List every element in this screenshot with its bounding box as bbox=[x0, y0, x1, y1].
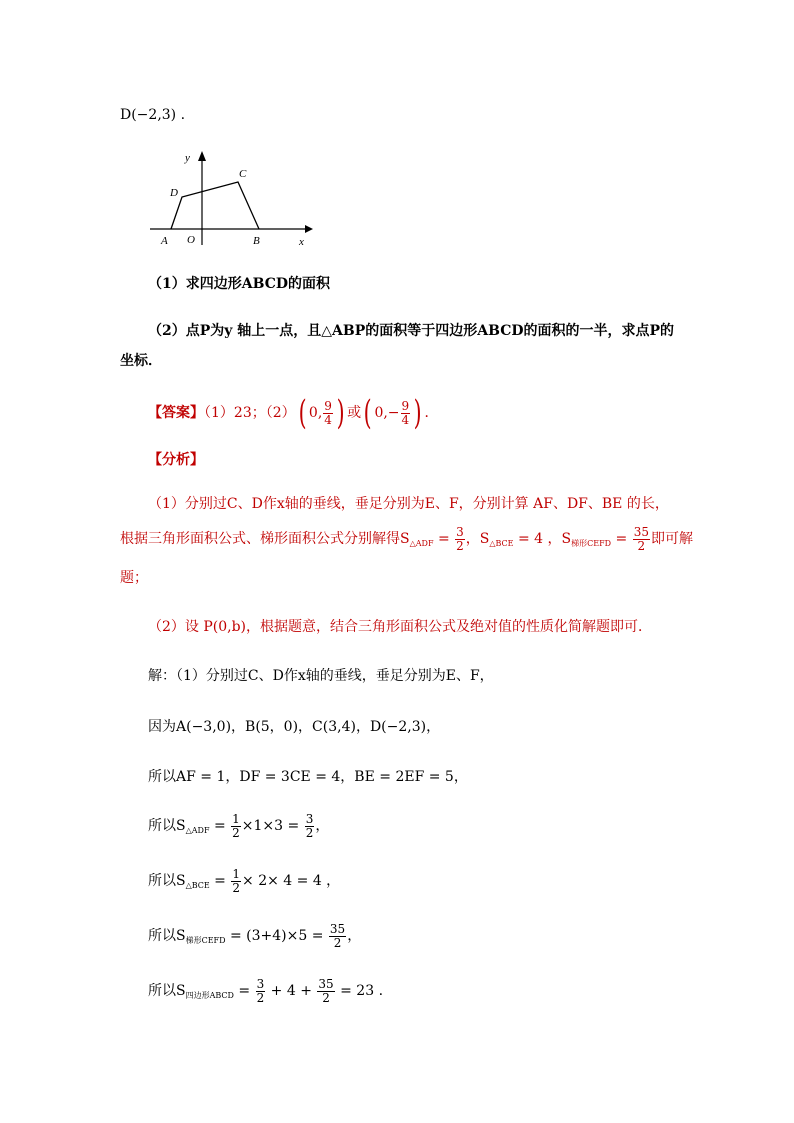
solution-line-7: 所以$S_{四边形ABCD}$ = $\frac{3}{2}$ + 4 + $\frac{35}{2}$ = 23 . bbox=[148, 976, 384, 1005]
quadrilateral-abcd bbox=[171, 182, 259, 229]
axis-x-label: x bbox=[299, 236, 304, 248]
solution-line-5: 所以$S_{\triangle BCE}$ = $\frac{1}{2}$ × 2× 4 = 4 ， bbox=[148, 866, 341, 895]
point-a-label: A bbox=[161, 235, 168, 247]
point-b-label: B bbox=[253, 235, 260, 247]
solution-line-3: 所以AF = 1，DF = 3CE = 4，BE = 2EF = 5， bbox=[148, 769, 468, 785]
analysis-p1-line-1: （1）分别过C、D作x轴的垂线，垂足分别为E、F，分别计算 AF、DF、BE 的长， bbox=[148, 496, 669, 512]
solution-line-1: 解：（1）分别过C、D作x轴的垂线，垂足分别为E、F， bbox=[148, 668, 494, 684]
analysis-p1-line-2: 根据三角形面积公式、梯形面积公式分别解得$S_{\triangle ADF}$ = $\frac{3}{2}$ ，$S_{\triangle BCE} = 4$ ，$S_{梯形CEFD}$ = $\frac{35}{2}$ 即可解 bbox=[120, 524, 693, 553]
axis-y-label: y bbox=[185, 152, 190, 164]
point-c-label: C bbox=[239, 168, 247, 180]
question-2-line-1: （2）点P为y 轴上一点，且△ABP的面积等于四边形ABCD的面积的一半，求点P的 bbox=[148, 323, 675, 339]
top-line: D(−2,3) . bbox=[120, 107, 186, 123]
solution-line-2: 因为A(−3,0)，B(5，0)，C(3,4)，D(−2,3)， bbox=[148, 719, 441, 735]
answer-tag: 【答案】 bbox=[148, 405, 204, 421]
quadrilateral-graph bbox=[145, 145, 325, 255]
solution-line-4: 所以$S_{\triangle ADF}$ = $\frac{1}{2}$ ×1×3 = $\frac{3}{2}$ ， bbox=[148, 811, 330, 840]
y-axis-arrow bbox=[198, 151, 206, 161]
analysis-tag: 【分析】 bbox=[148, 452, 204, 468]
analysis-p1-line-3: 题； bbox=[120, 570, 148, 586]
origin-label: O bbox=[187, 234, 195, 246]
answer-line: 【答案】（1）23；（2）( 0, $\frac{9}{4}$ ) 或( 0,− $\frac{9}{4}$ ) ． bbox=[148, 393, 439, 433]
question-2-line-2: 坐标． bbox=[120, 353, 162, 369]
solution-line-6: 所以$S_{梯形CEFD} = (3+4)\times 5$ = $\frac{35}{2}$ ， bbox=[148, 921, 362, 950]
question-1: （1）求四边形ABCD的面积 bbox=[148, 276, 330, 292]
analysis-p2: （2）设 P(0,b)，根据题意，结合三角形面积公式及绝对值的性质化简解题即可． bbox=[148, 619, 653, 635]
x-axis-arrow bbox=[305, 225, 313, 233]
point-d-label: D bbox=[170, 187, 178, 199]
